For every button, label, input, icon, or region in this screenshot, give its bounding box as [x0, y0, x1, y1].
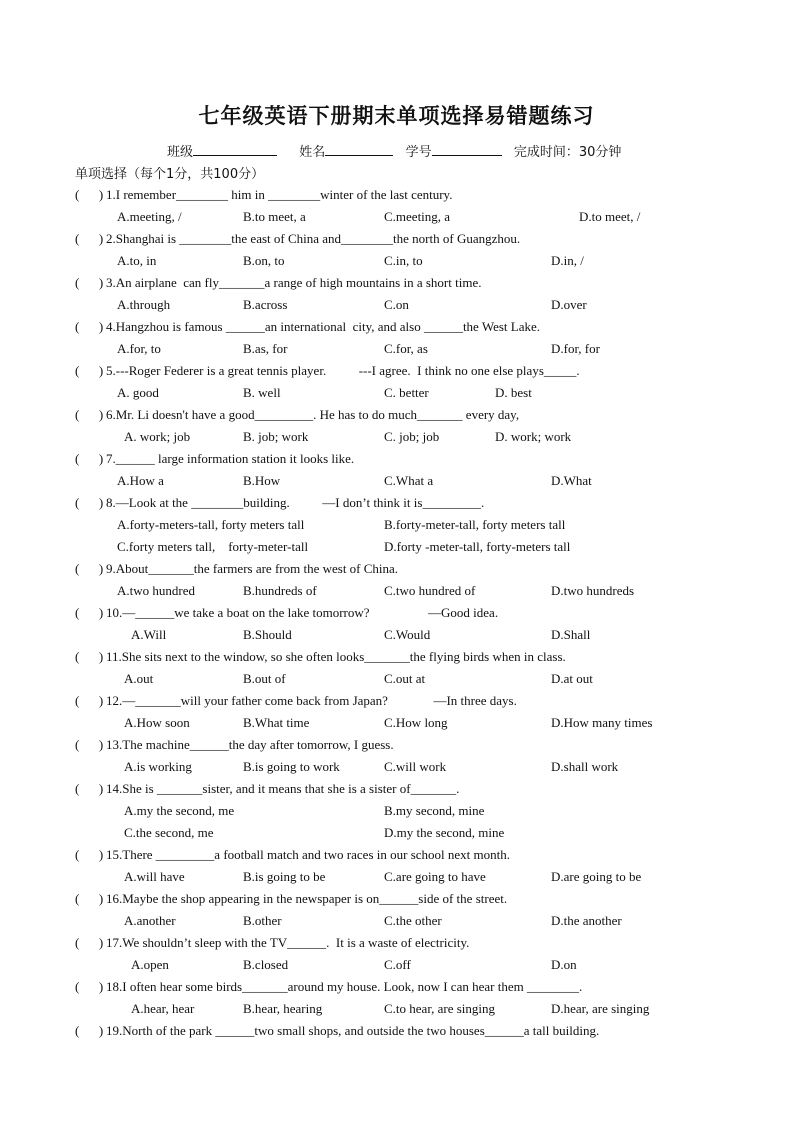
answer-option[interactable]: C.in, to — [384, 253, 423, 268]
question-text: 18.I often hear some birds_______around my house. Look, now I can hear them ________. — [106, 979, 583, 994]
question-text: 9.About_______the farmers are from the west of China. — [106, 561, 399, 576]
answer-option[interactable]: C.Would — [384, 627, 431, 642]
name-label: 姓名 — [299, 145, 326, 160]
question-text: 16.Maybe the shop appearing in the newspaper is on______side of the street. — [106, 891, 508, 906]
answer-option[interactable]: A.for, to — [117, 341, 161, 356]
answer-option[interactable]: B.across — [243, 297, 288, 312]
question-text: 12.—_______will your father come back from Japan? —In three days. — [106, 693, 517, 708]
answer-option[interactable]: B.is going to be — [243, 869, 326, 884]
answer-paren[interactable]: ( ) — [75, 231, 104, 246]
answer-option[interactable]: D.the another — [551, 913, 622, 928]
answer-option[interactable]: D.forty -meter-tall, forty-meters tall — [384, 539, 571, 554]
answer-option[interactable]: C.two hundred of — [384, 583, 476, 598]
answer-option[interactable]: A.How soon — [124, 715, 190, 730]
class-blank — [193, 143, 277, 156]
answer-option[interactable]: B.other — [243, 913, 282, 928]
answer-option[interactable]: D.hear, are singing — [551, 1001, 650, 1016]
answer-option[interactable]: D.two hundreds — [551, 583, 635, 598]
answer-option[interactable]: A.is working — [124, 759, 192, 774]
answer-option[interactable]: A.Will — [131, 627, 167, 642]
question-text: 4.Hangzhou is famous ______an international city, and also ______the West Lake. — [106, 319, 540, 334]
question-text: 7.______ large information station it looks like. — [106, 451, 355, 466]
answer-option[interactable]: A.forty-meters-tall, forty meters tall — [117, 517, 305, 532]
answer-option[interactable]: C.out at — [384, 671, 426, 686]
answer-option[interactable]: B.Should — [243, 627, 292, 642]
answer-paren[interactable]: ( ) — [75, 187, 104, 202]
answer-option[interactable]: D.at out — [551, 671, 593, 686]
question-text: 5.---Roger Federer is a great tennis player. ---I agree. I think no one else plays_____. — [106, 363, 580, 378]
answer-option[interactable]: A.another — [124, 913, 176, 928]
question-text: 6.Mr. Li doesn't have a good_________. He has to do much_______ every day, — [106, 407, 520, 422]
answer-paren[interactable]: ( ) — [75, 935, 104, 950]
answer-paren[interactable]: ( ) — [75, 781, 104, 796]
answer-paren[interactable]: ( ) — [75, 319, 104, 334]
answer-paren[interactable]: ( ) — [75, 605, 104, 620]
answer-paren[interactable]: ( ) — [75, 737, 104, 752]
question-text: 17.We shouldn’t sleep with the TV______. It is a waste of electricity. — [106, 935, 470, 950]
answer-option[interactable]: D.on — [551, 957, 577, 972]
answer-option[interactable]: D.for, for — [551, 341, 600, 356]
answer-option[interactable]: C.for, as — [384, 341, 428, 356]
answer-option[interactable]: D.to meet, / — [579, 209, 641, 224]
number-blank — [432, 143, 502, 156]
number-label: 学号 — [405, 145, 432, 160]
answer-paren[interactable]: ( ) — [75, 847, 104, 862]
answer-paren[interactable]: ( ) — [75, 363, 104, 378]
answer-option[interactable]: C.the other — [384, 913, 442, 928]
answer-option[interactable]: B.my second, mine — [384, 803, 485, 818]
answer-paren[interactable]: ( ) — [75, 495, 104, 510]
answer-option[interactable]: B.hear, hearing — [243, 1001, 323, 1016]
answer-option[interactable]: B.closed — [243, 957, 289, 972]
answer-option[interactable]: C.off — [384, 957, 411, 972]
question-text: 13.The machine______the day after tomorrow, I guess. — [106, 737, 394, 752]
answer-paren[interactable]: ( ) — [75, 649, 104, 664]
question-text: 1.I remember________ him in ________winter of the last century. — [106, 187, 453, 202]
answer-option[interactable]: A.two hundred — [117, 583, 195, 598]
answer-option[interactable]: C. job; job — [384, 429, 440, 444]
answer-paren[interactable]: ( ) — [75, 891, 104, 906]
answer-option[interactable]: C.How long — [384, 715, 448, 730]
answer-option[interactable]: B.is going to work — [243, 759, 340, 774]
answer-paren[interactable]: ( ) — [75, 275, 104, 290]
question-text: 14.She is _______sister, and it means that she is a sister of_______. — [106, 781, 460, 796]
answer-option[interactable]: D. work; work — [495, 429, 572, 444]
answer-option[interactable]: B.to meet, a — [243, 209, 306, 224]
answer-option[interactable]: D.Shall — [551, 627, 591, 642]
answer-paren[interactable]: ( ) — [75, 1023, 104, 1038]
answer-option[interactable]: D. best — [495, 385, 532, 400]
answer-option[interactable]: C.are going to have — [384, 869, 486, 884]
answer-option[interactable]: B.What time — [243, 715, 310, 730]
answer-option[interactable]: D.are going to be — [551, 869, 642, 884]
answer-option[interactable]: A.meeting, / — [117, 209, 182, 224]
question-text: 11.She sits next to the window, so she often looks_______the flying birds when in class. — [106, 649, 566, 664]
answer-option[interactable]: A.will have — [124, 869, 185, 884]
answer-option[interactable]: A. work; job — [124, 429, 191, 444]
answer-option[interactable]: A.open — [131, 957, 169, 972]
answer-paren[interactable]: ( ) — [75, 979, 104, 994]
answer-option[interactable]: A.my the second, me — [124, 803, 235, 818]
answer-option[interactable]: C.forty meters tall, forty-meter-tall — [117, 539, 309, 554]
answer-option[interactable]: B.forty-meter-tall, forty meters tall — [384, 517, 566, 532]
answer-option[interactable]: B.hundreds of — [243, 583, 317, 598]
class-label: 班级 — [167, 145, 194, 160]
answer-option[interactable]: B.as, for — [243, 341, 288, 356]
question-text: 3.An airplane can fly_______a range of high mountains in a short time. — [106, 275, 482, 290]
answer-option[interactable]: B.out of — [243, 671, 286, 686]
answer-option[interactable]: C. better — [384, 385, 429, 400]
answer-option[interactable]: A.to, in — [117, 253, 157, 268]
answer-option[interactable]: C.on — [384, 297, 409, 312]
answer-option[interactable]: D.in, / — [551, 253, 584, 268]
answer-option[interactable]: C.What a — [384, 473, 434, 488]
answer-option[interactable]: D.shall work — [551, 759, 619, 774]
answer-option[interactable]: A.through — [117, 297, 171, 312]
answer-option[interactable]: B.on, to — [243, 253, 285, 268]
answer-option[interactable]: D.my the second, mine — [384, 825, 505, 840]
name-blank — [325, 143, 393, 156]
answer-paren[interactable]: ( ) — [75, 451, 104, 466]
time-label: 完成时间：30分钟 — [513, 145, 622, 160]
answer-option[interactable]: C.will work — [384, 759, 447, 774]
answer-option[interactable]: A. good — [117, 385, 159, 400]
answer-option[interactable]: D.How many times — [551, 715, 653, 730]
answer-paren[interactable]: ( ) — [75, 693, 104, 708]
answer-option[interactable]: D.What — [551, 473, 592, 488]
question-text: 10.—______we take a boat on the lake tomorrow? —Good idea. — [106, 605, 499, 620]
answer-option[interactable]: B. job; work — [243, 429, 309, 444]
answer-option[interactable]: D.over — [551, 297, 587, 312]
section-heading: 单项选择（每个1分，共100分） — [75, 167, 265, 182]
answer-paren[interactable]: ( ) — [75, 561, 104, 576]
question-text: 15.There _________a football match and two races in our school next month. — [106, 847, 510, 862]
answer-option[interactable]: C.meeting, a — [384, 209, 451, 224]
answer-option[interactable]: B.How — [243, 473, 281, 488]
answer-option[interactable]: A.hear, hear — [131, 1001, 195, 1016]
page-title: 七年级英语下册期末单项选择易错题练习 — [198, 104, 595, 128]
answer-option[interactable]: B. well — [243, 385, 281, 400]
answer-option[interactable]: A.out — [124, 671, 154, 686]
answer-paren[interactable]: ( ) — [75, 407, 104, 422]
question-text: 19.North of the park ______two small shops, and outside the two houses______a tall building. — [106, 1023, 600, 1038]
question-text: 8.—Look at the ________building. —I don’t think it is_________. — [106, 495, 485, 510]
student-info-line — [167, 141, 621, 160]
answer-option[interactable]: C.the second, me — [124, 825, 214, 840]
answer-option[interactable]: C.to hear, are singing — [384, 1001, 496, 1016]
question-text: 2.Shanghai is ________the east of China and________the north of Guangzhou. — [106, 231, 521, 246]
answer-option[interactable]: A.How a — [117, 473, 164, 488]
